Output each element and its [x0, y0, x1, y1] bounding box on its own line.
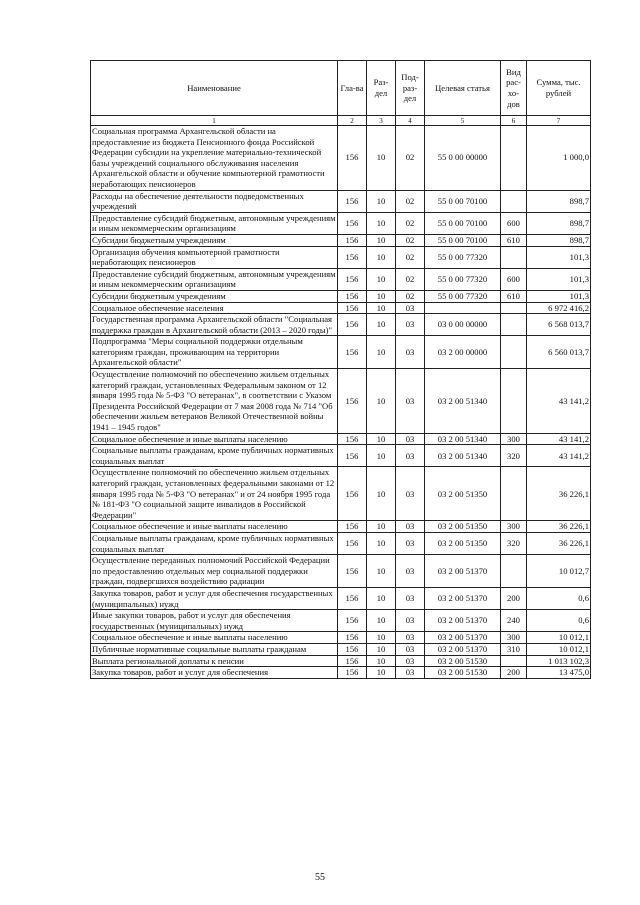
cell-name: Осуществление полномочий по обеспечению жильем отдельных категорий граждан, установленных Федеральным законом от 12 января 1995 года № 5-ФЗ "О ветеранах", в соответствии с Указом Президента Российской Федерации от 7 мая 2008 года № 714 "Об обеспечении жильем ветеранов Великой Отечественной войны 1941 – 1945 годов" [91, 369, 338, 434]
cell-sum: 43 141,2 [527, 369, 591, 434]
column-number: 1 [91, 116, 338, 126]
cell-podrazdel: 03 [396, 302, 425, 314]
cell-glava: 156 [338, 632, 367, 644]
cell-sum: 10 012,1 [527, 632, 591, 644]
column-number: 4 [396, 116, 425, 126]
cell-sum: 101,3 [527, 246, 591, 268]
cell-target: 55 0 00 77320 [425, 290, 501, 302]
cell-target: 55 0 00 70100 [425, 190, 501, 212]
cell-target: 03 2 00 51370 [425, 587, 501, 609]
cell-glava: 156 [338, 433, 367, 445]
cell-target: 03 2 00 51370 [425, 632, 501, 644]
cell-target: 03 2 00 51370 [425, 610, 501, 632]
cell-razdel: 10 [367, 314, 396, 336]
cell-vid [501, 126, 527, 191]
cell-glava: 156 [338, 655, 367, 667]
cell-sum: 0,6 [527, 587, 591, 609]
cell-razdel: 10 [367, 126, 396, 191]
cell-target: 03 2 00 51340 [425, 369, 501, 434]
cell-name: Подпрограмма "Меры социальной поддержки отдельным категориям граждан, проживающим на территории Архангельской области" [91, 336, 338, 369]
table-row [91, 433, 591, 445]
header-glava: Гла-ва [338, 61, 367, 116]
header-name: Наименование [91, 61, 338, 116]
cell-vid: 610 [501, 234, 527, 246]
cell-glava: 156 [338, 610, 367, 632]
header-vid: Вид рас-хо-дов [501, 61, 527, 116]
cell-name: Публичные нормативные социальные выплаты гражданам [91, 643, 338, 655]
table-row [91, 467, 591, 521]
cell-sum: 6 972 416,2 [527, 302, 591, 314]
cell-glava: 156 [338, 126, 367, 191]
cell-name: Субсидии бюджетным учреждениям [91, 290, 338, 302]
cell-target: 03 2 00 51350 [425, 521, 501, 533]
cell-name: Закупка товаров, работ и услуг для обеспечения государственных (муниципальных) нужд [91, 587, 338, 609]
cell-podrazdel: 03 [396, 445, 425, 467]
cell-vid [501, 467, 527, 521]
cell-sum: 10 012,1 [527, 643, 591, 655]
cell-razdel: 10 [367, 610, 396, 632]
cell-target: 03 2 00 00000 [425, 336, 501, 369]
cell-glava: 156 [338, 290, 367, 302]
cell-podrazdel: 03 [396, 667, 425, 679]
cell-glava: 156 [338, 212, 367, 234]
cell-sum: 43 141,2 [527, 445, 591, 467]
cell-sum: 1 013 102,3 [527, 655, 591, 667]
cell-vid [501, 336, 527, 369]
table-row [91, 302, 591, 314]
cell-name: Выплата региональной доплаты к пенсии [91, 655, 338, 667]
table-row [91, 268, 591, 290]
header-sum: Сумма, тыс. рублей [527, 61, 591, 116]
cell-glava: 156 [338, 445, 367, 467]
cell-glava: 156 [338, 190, 367, 212]
cell-razdel: 10 [367, 632, 396, 644]
cell-target: 03 0 00 00000 [425, 314, 501, 336]
cell-vid: 610 [501, 290, 527, 302]
cell-vid: 310 [501, 643, 527, 655]
cell-name: Осуществление полномочий по обеспечению жильем отдельных категорий граждан, установленных федеральными законами от 12 января 1995 года № 5-ФЗ "О ветеранах" и от 24 ноября 1995 года № 181-ФЗ "О социальной защите инвалидов в Российской Федерации" [91, 467, 338, 521]
cell-podrazdel: 03 [396, 521, 425, 533]
cell-sum: 10 012,7 [527, 555, 591, 588]
cell-target: 03 2 00 51370 [425, 555, 501, 588]
budget-table [90, 60, 591, 679]
cell-name: Организация обучения компьютерной грамотности неработающих пенсионеров [91, 246, 338, 268]
cell-razdel: 10 [367, 302, 396, 314]
cell-sum: 1 000,0 [527, 126, 591, 191]
cell-vid: 200 [501, 587, 527, 609]
cell-target: 55 0 00 77320 [425, 246, 501, 268]
cell-target: 03 2 00 51350 [425, 532, 501, 554]
cell-name: Иные закупки товаров, работ и услуг для обеспечения государственных (муниципальных) нужд [91, 610, 338, 632]
cell-vid [501, 302, 527, 314]
cell-glava: 156 [338, 467, 367, 521]
cell-razdel: 10 [367, 521, 396, 533]
cell-name: Социальные выплаты гражданам, кроме публичных нормативных социальных выплат [91, 445, 338, 467]
cell-name: Государственная программа Архангельской области "Социальная поддержка граждан в Архангельской области (2013 – 2020 годы)" [91, 314, 338, 336]
table-row [91, 290, 591, 302]
header-razdel: Раз-дел [367, 61, 396, 116]
cell-target: 55 0 00 70100 [425, 212, 501, 234]
cell-target: 03 2 00 51350 [425, 467, 501, 521]
cell-podrazdel: 03 [396, 610, 425, 632]
cell-razdel: 10 [367, 268, 396, 290]
cell-vid [501, 190, 527, 212]
cell-razdel: 10 [367, 445, 396, 467]
page-number: 55 [315, 872, 325, 883]
cell-glava: 156 [338, 336, 367, 369]
cell-name: Предоставление субсидий бюджетным, автономным учреждениям и иным некоммерческим организациям [92, 268, 336, 290]
cell-podrazdel: 03 [396, 643, 425, 655]
column-number: 2 [338, 116, 367, 126]
table-row [91, 369, 591, 434]
cell-razdel: 10 [367, 555, 396, 588]
cell-razdel: 10 [367, 643, 396, 655]
table-row [91, 126, 591, 191]
cell-sum: 36 226,1 [527, 521, 591, 533]
cell-vid: 600 [501, 268, 527, 290]
cell-target: 03 2 00 51340 [425, 445, 501, 467]
table-row [91, 532, 591, 554]
cell-glava: 156 [338, 521, 367, 533]
cell-razdel: 10 [367, 667, 396, 679]
cell-podrazdel: 02 [396, 190, 425, 212]
cell-target: 55 0 00 77320 [425, 268, 501, 290]
cell-vid [501, 555, 527, 588]
cell-name: Социальное обеспечение населения [91, 302, 338, 314]
table-row [91, 445, 591, 467]
cell-name: Социальное обеспечение и иные выплаты населению [91, 433, 338, 445]
cell-vid: 320 [501, 445, 527, 467]
cell-sum: 6 568 013,7 [527, 314, 591, 336]
cell-podrazdel: 03 [396, 369, 425, 434]
cell-podrazdel: 03 [396, 467, 425, 521]
cell-podrazdel: 02 [396, 290, 425, 302]
cell-target: 03 2 00 51530 [425, 667, 501, 679]
cell-vid [501, 655, 527, 667]
cell-vid [501, 246, 527, 268]
cell-sum: 43 141,2 [527, 433, 591, 445]
cell-razdel: 10 [367, 234, 396, 246]
cell-sum: 36 226,1 [527, 532, 591, 554]
column-number: 6 [501, 116, 527, 126]
cell-podrazdel: 03 [396, 587, 425, 609]
cell-sum: 13 475,0 [527, 667, 591, 679]
table-row [91, 336, 591, 369]
cell-razdel: 10 [367, 655, 396, 667]
cell-sum: 898,7 [527, 212, 591, 234]
cell-name: Закупка товаров, работ и услуг для обеспечения [91, 667, 338, 679]
cell-razdel: 10 [367, 246, 396, 268]
table-row [91, 610, 591, 632]
table-row [91, 314, 591, 336]
cell-podrazdel: 02 [396, 126, 425, 191]
cell-glava: 156 [338, 302, 367, 314]
cell-vid: 300 [501, 521, 527, 533]
cell-sum: 101,3 [527, 290, 591, 302]
cell-razdel: 10 [367, 587, 396, 609]
cell-vid [501, 314, 527, 336]
cell-glava: 156 [338, 643, 367, 655]
cell-sum: 898,7 [527, 234, 591, 246]
table-row [91, 521, 591, 533]
table-header-row [91, 61, 591, 116]
cell-glava: 156 [338, 268, 367, 290]
header-podrazdel: Под-раз-дел [396, 61, 425, 116]
cell-razdel: 10 [367, 190, 396, 212]
cell-sum: 101,3 [527, 268, 591, 290]
cell-vid: 300 [501, 433, 527, 445]
cell-podrazdel: 02 [396, 246, 425, 268]
cell-name: Социальное обеспечение и иные выплаты населению [91, 632, 338, 644]
column-number: 3 [367, 116, 396, 126]
table-row [91, 587, 591, 609]
cell-podrazdel: 03 [396, 532, 425, 554]
cell-name: Социальное обеспечение и иные выплаты населению [91, 521, 338, 533]
cell-name: Субсидии бюджетным учреждениям [91, 234, 338, 246]
table-row [91, 190, 591, 212]
table-body [91, 126, 591, 679]
cell-podrazdel: 03 [396, 336, 425, 369]
cell-target: 03 2 00 51530 [425, 655, 501, 667]
cell-glava: 156 [338, 532, 367, 554]
cell-glava: 156 [338, 234, 367, 246]
table-row [91, 212, 591, 234]
cell-podrazdel: 03 [396, 433, 425, 445]
cell-vid [501, 369, 527, 434]
cell-razdel: 10 [367, 336, 396, 369]
cell-podrazdel: 02 [396, 212, 425, 234]
cell-glava: 156 [338, 314, 367, 336]
table-row [91, 632, 591, 644]
cell-sum: 6 560 013,7 [527, 336, 591, 369]
cell-razdel: 10 [367, 212, 396, 234]
cell-podrazdel: 02 [396, 268, 425, 290]
cell-sum: 898,7 [527, 190, 591, 212]
cell-razdel: 10 [367, 290, 396, 302]
cell-podrazdel: 03 [396, 314, 425, 336]
table-row [91, 555, 591, 588]
cell-name: Социальная программа Архангельской области на предоставление из бюджета Пенсионного фонда Российской Федерации субсидии на укрепление материально-технической базы учреждений социального обслуживания населения Архангельской области и обучение компьютерной грамотности неработающих пенсионеров [91, 126, 338, 191]
cell-name: Осуществление переданных полномочий Российской Федерации по предоставлению отдельных мер социальной поддержки граждан, подвергшихся воздействию радиации [91, 555, 338, 588]
cell-sum: 36 226,1 [527, 467, 591, 521]
cell-name: Расходы на обеспечение деятельности подведомственных учреждений [91, 190, 338, 212]
cell-glava: 156 [338, 369, 367, 434]
table-row [91, 655, 591, 667]
header-target: Целевая статья [425, 61, 501, 116]
cell-glava: 156 [338, 587, 367, 609]
cell-target: 03 2 00 51340 [425, 433, 501, 445]
cell-name: Социальные выплаты гражданам, кроме публичных нормативных социальных выплат [91, 532, 338, 554]
cell-glava: 156 [338, 555, 367, 588]
cell-target [425, 302, 501, 314]
cell-podrazdel: 03 [396, 655, 425, 667]
cell-podrazdel: 03 [396, 555, 425, 588]
cell-sum: 0,6 [527, 610, 591, 632]
table-row [91, 246, 591, 268]
cell-name: Предоставление субсидий бюджетным, автономным учреждениям и иным некоммерческим организациям [92, 212, 336, 234]
cell-glava: 156 [338, 667, 367, 679]
table-row [91, 667, 591, 679]
cell-target: 55 0 00 70100 [425, 234, 501, 246]
cell-glava: 156 [338, 246, 367, 268]
column-number-row [91, 116, 591, 126]
cell-target: 55 0 00 00000 [425, 126, 501, 191]
column-number: 7 [527, 116, 591, 126]
cell-target: 03 2 00 51370 [425, 643, 501, 655]
cell-podrazdel: 02 [396, 234, 425, 246]
table-row [91, 643, 591, 655]
cell-vid: 600 [501, 212, 527, 234]
cell-podrazdel: 03 [396, 632, 425, 644]
cell-vid: 200 [501, 667, 527, 679]
column-number: 5 [425, 116, 501, 126]
cell-razdel: 10 [367, 433, 396, 445]
cell-vid: 320 [501, 532, 527, 554]
cell-razdel: 10 [367, 532, 396, 554]
cell-razdel: 10 [367, 467, 396, 521]
cell-razdel: 10 [367, 369, 396, 434]
table-row [91, 234, 591, 246]
cell-vid: 240 [501, 610, 527, 632]
cell-vid: 300 [501, 632, 527, 644]
